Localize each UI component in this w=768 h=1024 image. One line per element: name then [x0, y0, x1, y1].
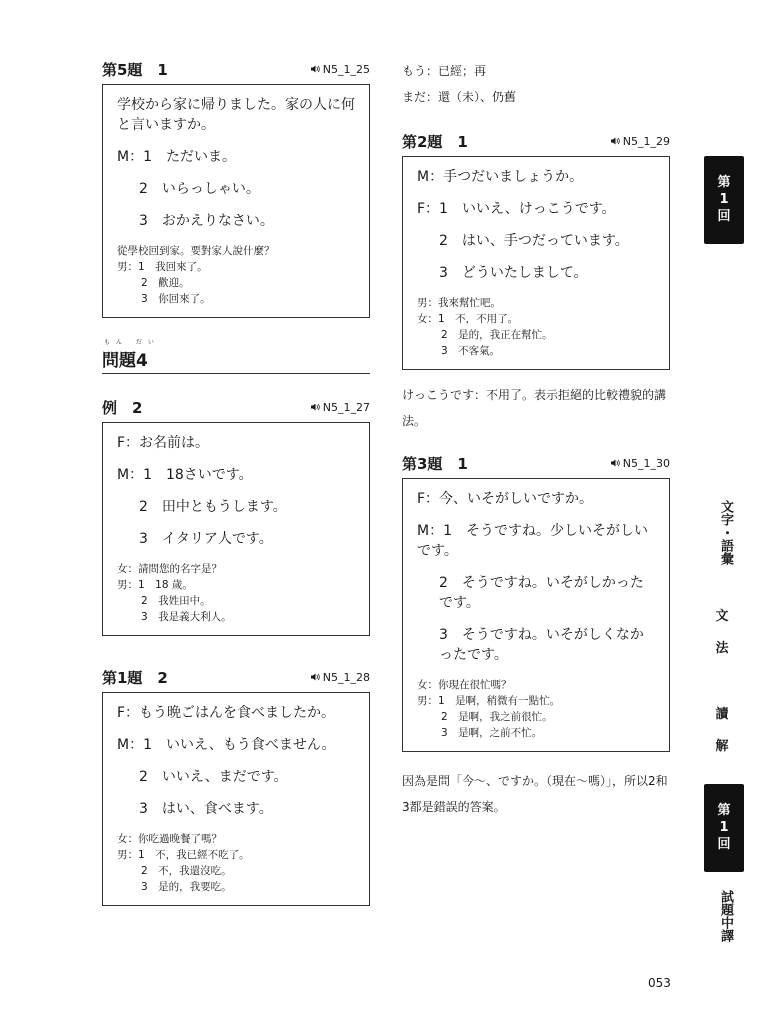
q2-track: N5_1_29: [610, 135, 670, 148]
tab-round-1-bottom[interactable]: 第 1 回: [704, 784, 744, 872]
side-label-kai: 解: [715, 739, 729, 754]
q2-translation: 男：我來幫忙吧。 女：1 不，不用了。 2 是的，我正在幫忙。 3 不客氣。: [417, 297, 553, 357]
q3-translation: 女：你現在很忙嗎？ 男：1 是啊，稍微有一點忙。 2 是啊，我之前很忙。 3 是啊，之前不忙。: [417, 679, 561, 739]
left-column: [102, 58, 370, 906]
q3-header: [402, 452, 670, 474]
q5-option-3: 3 おかえりなさい。: [139, 213, 274, 229]
q3-track: N5_1_30: [610, 457, 670, 470]
example-f-line: F：お名前は。: [117, 435, 210, 451]
example-translation: 女：請問您的名字是？ 男：1 18 歲。 2 我姓田中。 3 我是義大利人。: [117, 563, 232, 623]
q1-option-2: 2 いいえ、まだです。: [139, 769, 288, 785]
speaker-icon: [310, 64, 320, 74]
q1-f-line: F：もう晩ごはんを食べましたか。: [117, 705, 336, 721]
q5-header: [102, 58, 370, 80]
q2-option-3: 3 どういたしまして。: [439, 265, 588, 281]
example-option-3: 3 イタリア人です。: [139, 531, 273, 547]
side-label-doku: 讀: [715, 707, 729, 722]
section-ruby: もん だい: [104, 339, 160, 346]
q1-title: 第1題 2: [102, 668, 168, 687]
q5-prompt: 学校から家に帰りました。家の人に何と言いますか。: [117, 97, 355, 133]
q1-translation: 女：你吃過晚餐了嗎？ 男：1 不，我已經不吃了。 2 不，我還沒吃。 3 是的，我要吃。: [117, 833, 250, 893]
q1-header: [102, 666, 370, 688]
q3-box: [402, 478, 670, 752]
q5-translation: 從學校回到家。要對家人說什麼？ 男：1 我回來了。 2 歡迎。 3 你回來了。: [117, 245, 275, 305]
example-m-line: M：1 18さいです。: [117, 467, 253, 483]
q2-f-line: F：1 いいえ、けっこうです。: [417, 201, 616, 217]
example-header: [102, 396, 370, 418]
speaker-icon: [310, 672, 320, 682]
vocab-mou: もう：已經；再: [402, 64, 487, 78]
example-title: 例 2: [102, 398, 143, 417]
q1-track: N5_1_28: [310, 671, 370, 684]
q5-speaker-line: M：1 ただいま。: [117, 149, 236, 165]
q2-option-2: 2 はい、手つだっています。: [439, 233, 629, 249]
speaker-icon: [610, 136, 620, 146]
example-box: [102, 422, 370, 636]
page-number: 053: [648, 976, 671, 990]
q5-option-2: 2 いらっしゃい。: [139, 181, 260, 197]
q1-box: [102, 692, 370, 906]
example-option-2: 2 田中ともうします。: [139, 499, 287, 515]
q3-option-2: 2 そうですね。いそがしかったです。: [439, 575, 644, 611]
note-ima: 因為是問「今〜、ですか。（現在〜嗎）」，所以2和3都是錯誤的答案。: [402, 774, 668, 814]
speaker-icon: [610, 458, 620, 468]
section-title: もん だい 問題4: [102, 346, 370, 374]
q5-box: [102, 84, 370, 318]
q3-title: 第3題 1: [402, 454, 468, 473]
side-label-pou: 法: [715, 641, 729, 656]
side-label-bun: 文: [715, 609, 729, 624]
q1-m-line: M：1 いいえ、もう食べません。: [117, 737, 336, 753]
tab-round-1-top[interactable]: 第 1 回: [704, 156, 744, 244]
side-label-moji: 文字・語彙: [718, 500, 733, 565]
side-label-shiken: 試題中譯: [718, 890, 733, 942]
q3-option-3: 3 そうですね。いそがしくなかったです。: [439, 627, 644, 663]
q3-f-line: F：今、いそがしいですか。: [417, 491, 594, 507]
example-track: N5_1_27: [310, 401, 370, 414]
q5-title: 第5題 1: [102, 60, 168, 79]
right-column: [402, 58, 670, 820]
q2-title: 第2題 1: [402, 132, 468, 151]
speaker-icon: [310, 402, 320, 412]
q2-header: [402, 130, 670, 152]
q2-m-line: M：手つだいましょうか。: [417, 169, 584, 185]
q3-m-line: M：1 そうですね。少しいそがしいです。: [417, 523, 648, 559]
q5-track: N5_1_25: [310, 63, 370, 76]
note-kekkou: けっこうです：不用了。表示拒絕的比較禮貌的講法。: [402, 388, 667, 428]
vocab-mada: まだ：還（未）、仍舊: [402, 90, 517, 104]
q2-box: [402, 156, 670, 370]
q1-option-3: 3 はい、食べます。: [139, 801, 273, 817]
